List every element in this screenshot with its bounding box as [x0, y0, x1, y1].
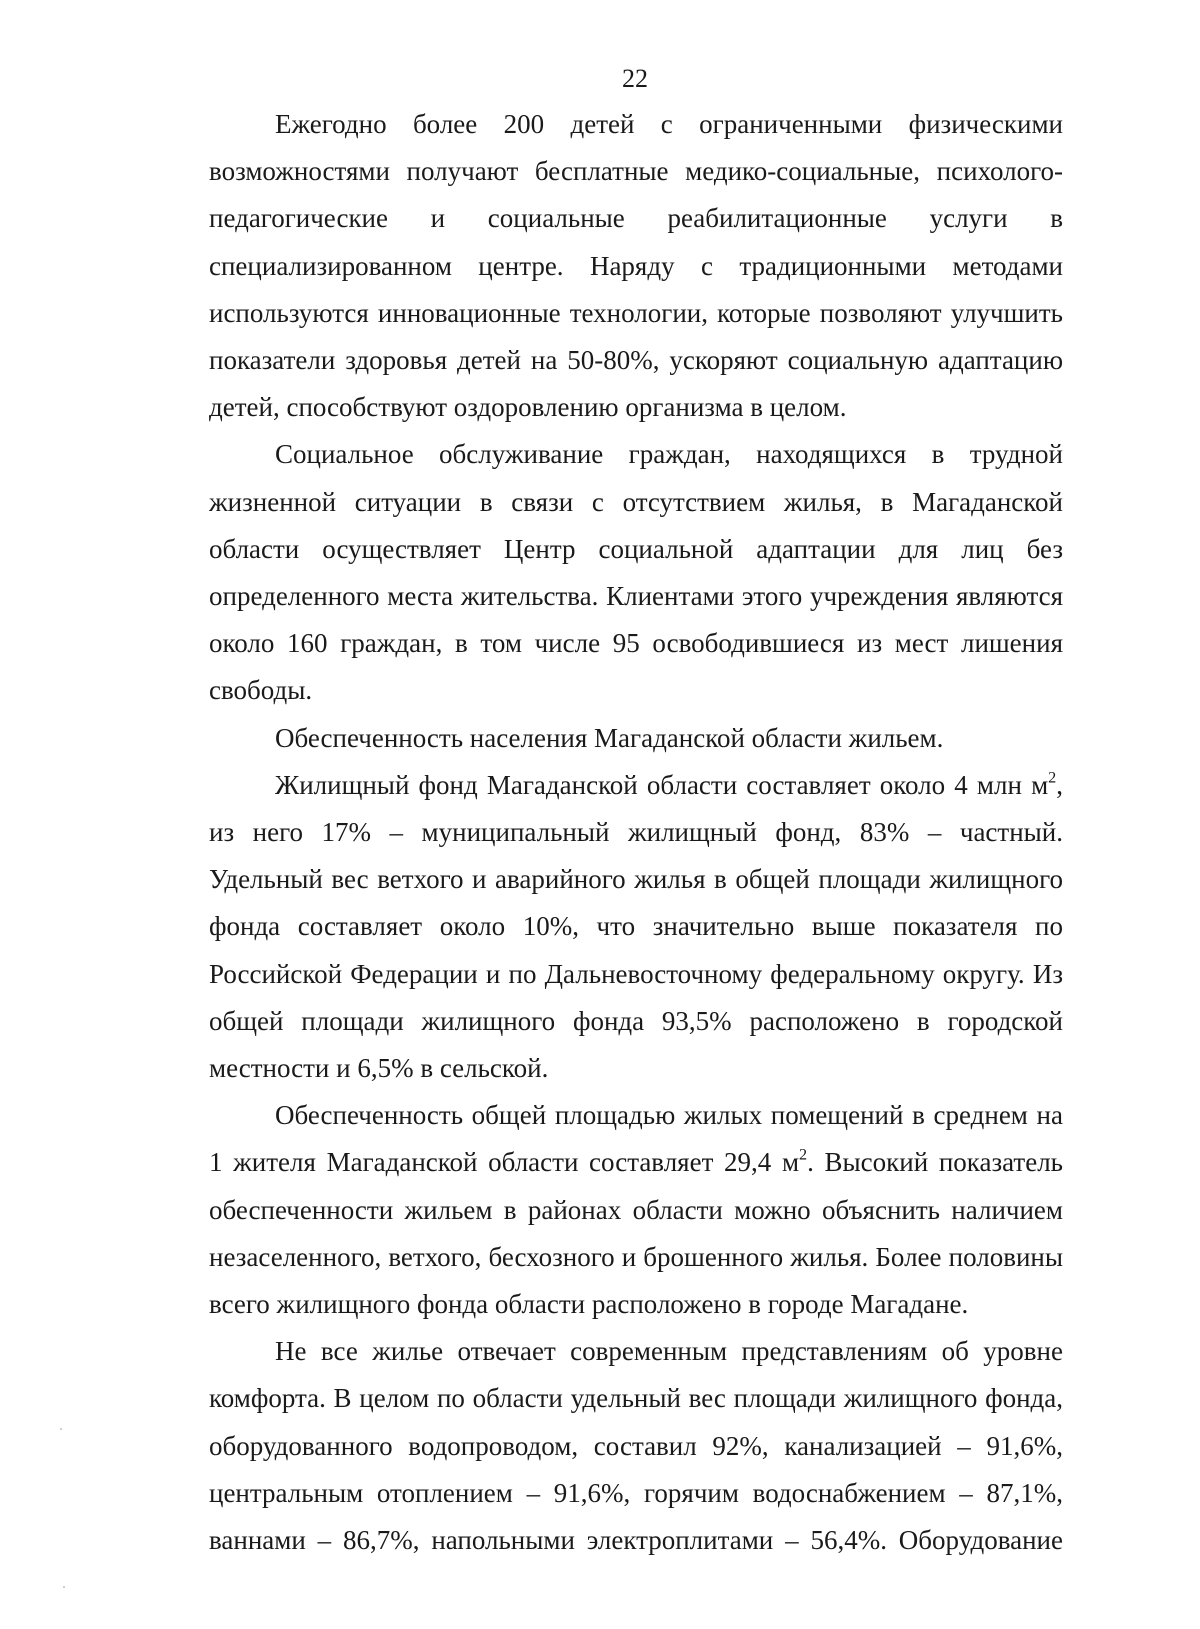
paragraph-housing-comfort: Не все жилье отвечает современным представлениям об уровне комфорта. В целом по области удельный вес площади жилищного фонда, оборудованного водопроводом, составил 92%, канализацией – 91,6%, центральным отоплением – 91,6%, горячим водоснабжением – 87,1%, ваннами – 86,7%, напольными электроплитами – 56,4%. Оборудование [209, 1336, 1063, 1556]
provision-text-start: Обеспеченность общей площадью жилых помещений в среднем на 1 жителя Магаданской области составляет 29,4 м [209, 1100, 1063, 1178]
provision-text-end: . Высокий показатель обеспеченности жильем в районах области можно объяснить наличием незаселенного, ветхого, бесхозного и брошенного жилья. Более половины всего жилищного фонда области расположено в городе Магадане. [209, 1147, 1063, 1320]
housing-fund-text-end: , из него 17% – муниципальный жилищный фонд, 83% – частный. Удельный вес ветхого и аварийного жилья в общей площади жилищного фонда составляет около 10%, что значительно выше показателя по Российской Федерации и по Дальневосточному федеральному округу. Из общей площади жилищного фонда 93,5% расположено в городской местности и 6,5% в сельской. [209, 769, 1063, 1084]
scan-artifact [63, 1586, 65, 1588]
paragraph-social-adaptation: Социальное обслуживание граждан, находящихся в трудной жизненной ситуации в связи с отсутствием жилья, в Магаданской области осуществляет Центр социальной адаптации для лиц без определенного места жительства. Клиентами этого учреждения являются около 160 граждан, в том числе 95 освободившиеся из мест лишения свободы. [209, 439, 1063, 706]
paragraph-housing-provision [209, 1092, 1063, 1328]
square-meter-superscript: 2 [1048, 768, 1057, 787]
document-body [209, 101, 1063, 1564]
housing-fund-text-start: Жилищный фонд Магаданской области составляет около 4 млн м [275, 769, 1049, 800]
page-number: 22 [622, 64, 648, 93]
paragraph-housing-heading: Обеспеченность населения Магаданской области жильем. [275, 722, 944, 753]
scan-artifact [60, 1428, 62, 1430]
paragraph-housing-fund [209, 762, 1063, 1092]
paragraph-disabled-children: Ежегодно более 200 детей с ограниченными физическими возможностями получают бесплатные медико-социальные, психолого-педагогические и социальные реабилитационные услуги в специализированном центре. Наряду с традиционными методами используются инновационные технологии, которые позволяют улучшить показатели здоровья детей на 50-80%, ускоряют социальную адаптацию детей, способствуют оздоровлению организма в целом. [209, 109, 1063, 423]
square-meter-superscript: 2 [799, 1146, 808, 1165]
